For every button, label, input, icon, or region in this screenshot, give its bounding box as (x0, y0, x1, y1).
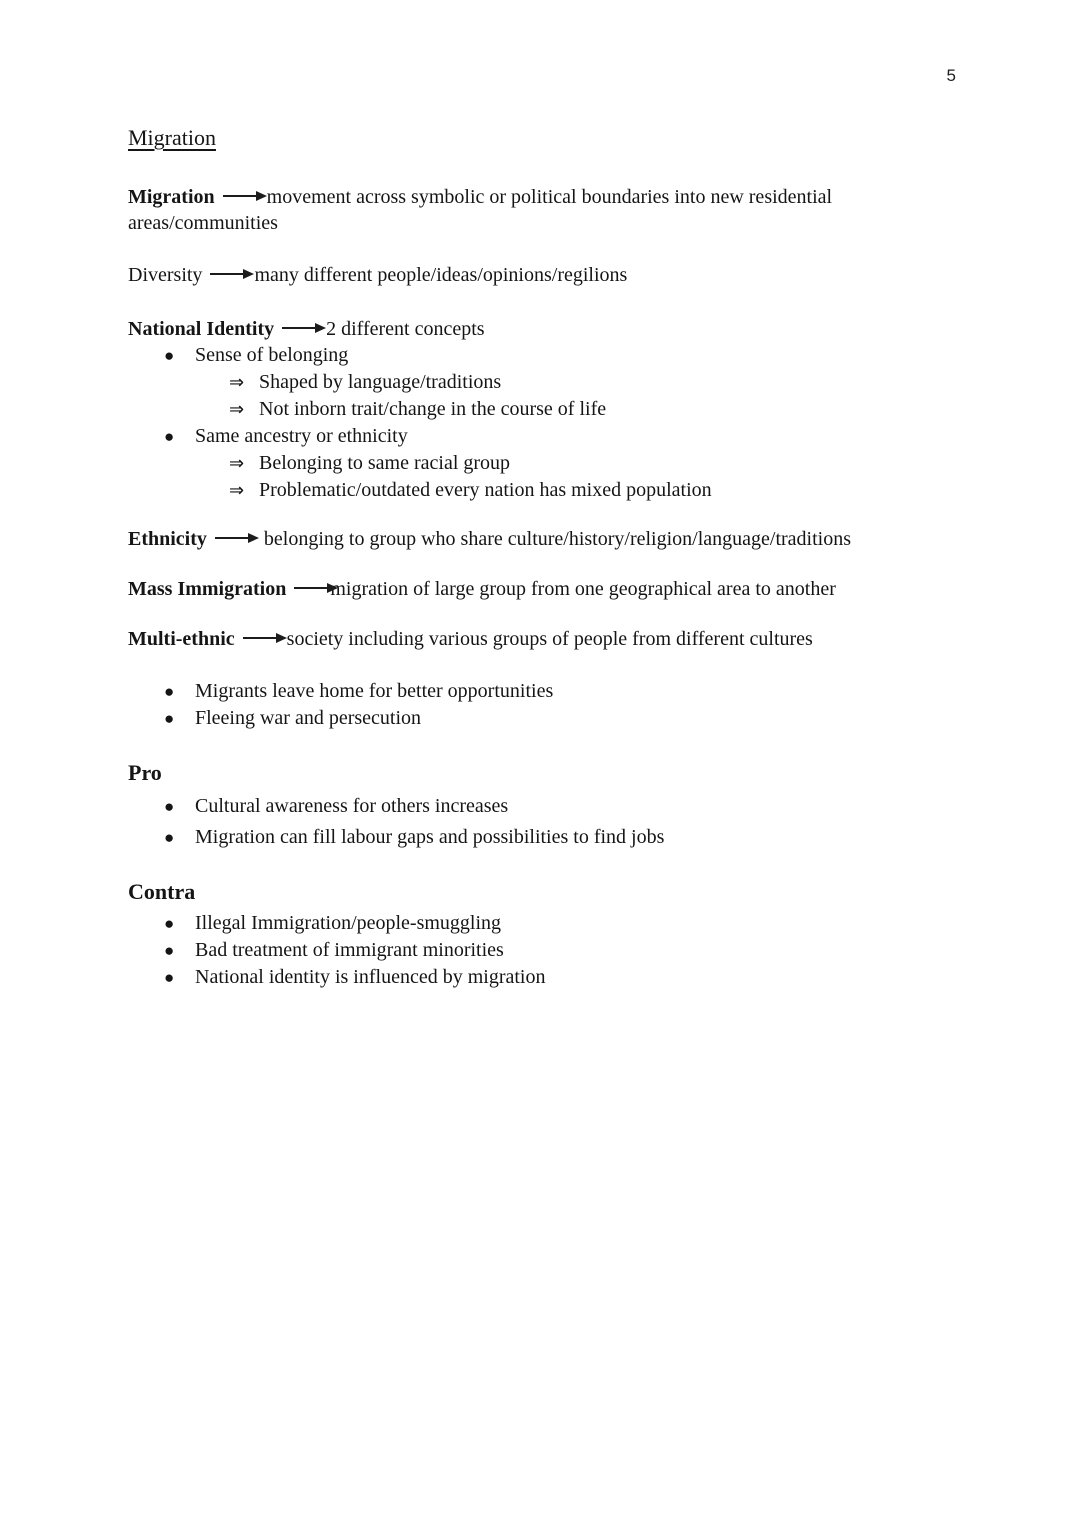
term-label: Migration (128, 186, 215, 208)
bullet-icon: ● (164, 709, 175, 728)
list-item (128, 678, 958, 705)
pro-section-heading: Pro (128, 760, 162, 785)
definition-mass-immigration (128, 576, 958, 602)
definition-text: movement across symbolic or political boundaries into new residential areas/communities (128, 186, 833, 234)
page-number: 5 (946, 66, 956, 85)
list-item-text: Migration can fill labour gaps and possibilities to find jobs (195, 826, 665, 848)
term-label: Mass Immigration (128, 578, 287, 600)
bullet-icon: ● (164, 968, 175, 987)
double-arrow-icon: ⇒ (229, 480, 245, 501)
national-identity-list (128, 342, 958, 504)
bullet-icon: ● (164, 914, 175, 933)
list-item (128, 937, 958, 964)
double-arrow-icon: ⇒ (229, 399, 245, 420)
bullet-icon: ● (164, 427, 175, 446)
term-label: Diversity (128, 264, 203, 286)
definition-text: society including various groups of people from different cultures (286, 628, 813, 650)
bullet-icon: ● (164, 828, 175, 847)
bullet-icon: ● (164, 797, 175, 816)
sub-list-item (128, 450, 958, 477)
definition-multi-ethnic (128, 626, 958, 652)
sub-list-item-text: Problematic/outdated every nation has mixed population (259, 479, 712, 501)
list-item (128, 423, 958, 450)
list-item-text: Illegal Immigration/people-smuggling (195, 912, 502, 934)
list-item-text: Cultural awareness for others increases (195, 795, 509, 817)
term-label: National Identity (128, 318, 275, 340)
term-label: Ethnicity (128, 528, 207, 550)
double-arrow-icon: ⇒ (229, 453, 245, 474)
sub-list-item (128, 396, 958, 423)
sub-list-item (128, 477, 958, 504)
list-item (128, 964, 958, 991)
list-item-text: Sense of belonging (195, 344, 349, 366)
definition-text: 2 different concepts (326, 318, 485, 340)
list-item (128, 342, 958, 369)
list-item-text: Bad treatment of immigrant minorities (195, 939, 504, 961)
sub-list-item-text: Belonging to same racial group (259, 452, 511, 474)
arrow-right-icon (210, 273, 243, 275)
contra-list (128, 910, 958, 991)
sub-list-item (128, 369, 958, 396)
list-item-text: National identity is influenced by migration (195, 966, 546, 988)
definition-national-identity (128, 316, 958, 342)
sub-list-item-text: Shaped by language/traditions (259, 371, 502, 393)
contra-section-heading: Contra (128, 879, 196, 904)
definition-text: belonging to group who share culture/history/religion/language/traditions (263, 528, 852, 550)
list-item (128, 705, 958, 732)
list-item-text: Migrants leave home for better opportunities (195, 680, 554, 702)
definition-text: many different people/ideas/opinions/regilions (254, 264, 628, 286)
bullet-icon: ● (164, 941, 175, 960)
general-points-list (128, 678, 958, 732)
bullet-icon: ● (164, 346, 175, 365)
sub-list-item-text: Not inborn trait/change in the course of life (259, 398, 607, 420)
definition-ethnicity (128, 526, 958, 552)
pro-list (128, 793, 958, 851)
list-item-text: Same ancestry or ethnicity (195, 425, 408, 447)
term-label: Multi-ethnic (128, 628, 235, 650)
arrow-right-icon (243, 637, 276, 639)
arrow-right-icon (215, 537, 248, 539)
list-item (128, 910, 958, 937)
arrow-right-icon (294, 587, 327, 589)
definition-migration (128, 184, 928, 236)
list-item (128, 793, 958, 820)
definition-text: migration of large group from one geographical area to another (330, 578, 836, 600)
definition-diversity (128, 262, 958, 288)
double-arrow-icon: ⇒ (229, 372, 245, 393)
arrow-right-icon (282, 327, 315, 329)
list-item (128, 824, 958, 851)
list-item-text: Fleeing war and persecution (195, 707, 422, 729)
arrow-right-icon (223, 195, 256, 197)
bullet-icon: ● (164, 682, 175, 701)
page-title: Migration (128, 125, 216, 150)
